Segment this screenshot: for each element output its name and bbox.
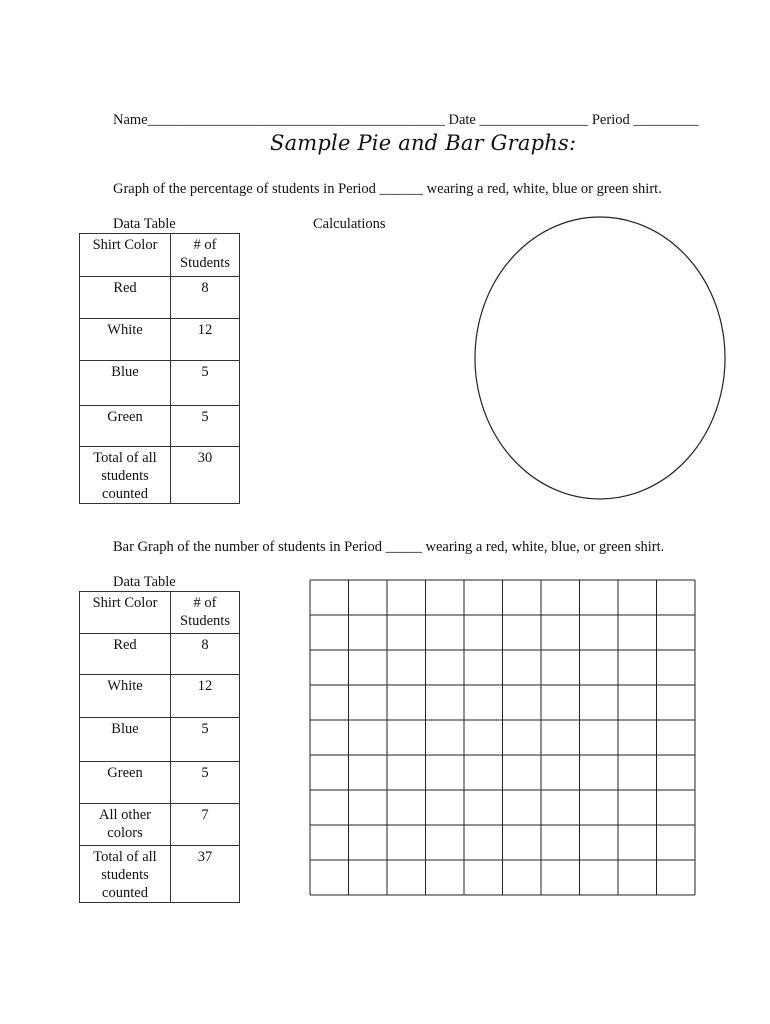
table-row <box>80 675 240 718</box>
table-row <box>80 447 240 504</box>
color-cell: Red <box>80 634 171 675</box>
color-cell: Blue <box>80 718 171 762</box>
pie-data-table-label: Data Table <box>113 216 176 232</box>
count-cell: 37 <box>171 846 240 903</box>
table-row <box>80 846 240 903</box>
table-row <box>80 277 240 319</box>
table-row <box>80 361 240 406</box>
count-cell: 7 <box>171 804 240 846</box>
count-cell: 12 <box>171 319 240 361</box>
color-cell: Total of all students counted <box>80 447 171 504</box>
header-shirt-color: Shirt Color <box>80 234 171 277</box>
pie-instruction: Graph of the percentage of students in Period ______ wearing a red, white, blue or green shirt. <box>113 181 662 197</box>
header-num-students: # of Students <box>171 234 240 277</box>
table-row <box>80 762 240 804</box>
count-cell: 5 <box>171 406 240 447</box>
color-cell: Red <box>80 277 171 319</box>
bar-data-table <box>79 591 240 903</box>
calculations-label: Calculations <box>313 216 386 232</box>
table-row <box>80 406 240 447</box>
color-cell: Green <box>80 406 171 447</box>
count-cell: 5 <box>171 718 240 762</box>
count-cell: 12 <box>171 675 240 718</box>
bar-data-table-label: Data Table <box>113 574 176 590</box>
count-cell: 30 <box>171 447 240 504</box>
count-cell: 8 <box>171 634 240 675</box>
count-cell: 5 <box>171 361 240 406</box>
table-row <box>80 319 240 361</box>
header-shirt-color: Shirt Color <box>80 592 171 634</box>
table-row <box>80 718 240 762</box>
page-title: Sample Pie and Bar Graphs: <box>270 131 577 155</box>
table-header-row <box>80 234 240 277</box>
color-cell: All other colors <box>80 804 171 846</box>
color-cell: White <box>80 319 171 361</box>
color-cell: Blue <box>80 361 171 406</box>
table-header-row <box>80 592 240 634</box>
table-row <box>80 804 240 846</box>
color-cell: White <box>80 675 171 718</box>
blank-pie-circle <box>475 217 725 499</box>
table-row <box>80 634 240 675</box>
blank-bar-graph-grid <box>309 579 696 896</box>
pie-data-table <box>79 233 240 504</box>
count-cell: 5 <box>171 762 240 804</box>
count-cell: 8 <box>171 277 240 319</box>
header-num-students: # of Students <box>171 592 240 634</box>
color-cell: Green <box>80 762 171 804</box>
name-date-period-line: Name_________________________________________ Date _______________ Period _________ <box>113 112 699 128</box>
color-cell: Total of all students counted <box>80 846 171 903</box>
bar-instruction: Bar Graph of the number of students in Period _____ wearing a red, white, blue, or green shirt. <box>113 539 665 555</box>
